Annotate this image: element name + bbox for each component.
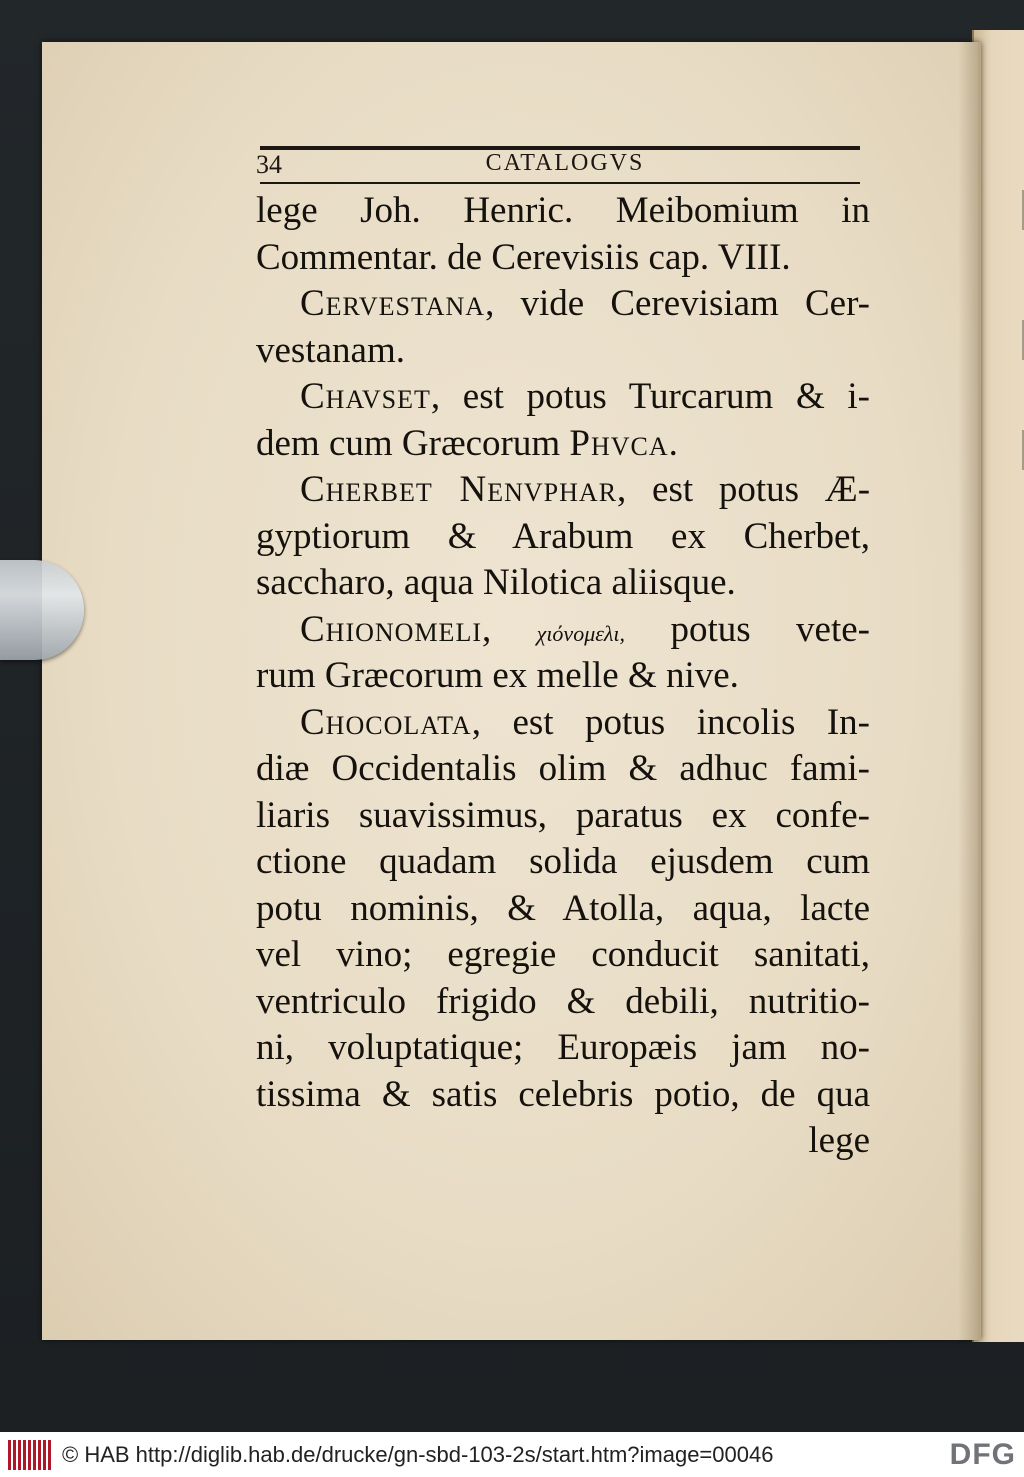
running-head: CATALOGVS: [485, 150, 645, 176]
text-line: [256, 979, 870, 1026]
text-line: [256, 467, 870, 514]
text-line: [256, 886, 870, 933]
text-segment: ventriculo frigido & debili, nutritio-: [256, 980, 870, 1022]
entry-headword: Chocolata: [300, 701, 472, 743]
text-segment: tissima & satis celebris potio, de qua: [256, 1073, 870, 1115]
text-segment: saccharo, aqua Nilotica aliisque.: [256, 562, 736, 603]
text-line: [256, 1025, 870, 1072]
text-segment: , est potus incolis In-: [471, 701, 870, 743]
text-segment: diæ Occidentalis olim & adhuc fami-: [256, 748, 870, 789]
text-segment: χιόνομελι,: [536, 620, 626, 646]
text-line: [256, 514, 870, 561]
text-line: [256, 374, 870, 421]
text-line: [256, 607, 870, 654]
text-line: [256, 700, 870, 747]
entry-headword: Cherbet Nenvphar: [300, 469, 618, 510]
text-segment: Commentar. de Cerevisiis cap. VIII.: [256, 236, 791, 278]
text-line: [256, 281, 870, 328]
text-segment: vestanam.: [256, 329, 405, 371]
entry-headword: Phvca: [569, 422, 669, 464]
text-line: [256, 932, 870, 979]
entry-headword: Chavset: [300, 376, 431, 417]
text-line: [256, 235, 870, 282]
text-line: [256, 839, 870, 886]
header-rule-bottom: [260, 182, 860, 184]
text-line: [256, 653, 870, 700]
dfg-logo[interactable]: DFG: [949, 1438, 1016, 1471]
text-segment: , est potus Turcarum & i-: [430, 376, 870, 417]
text-line: [256, 793, 870, 840]
text-segment: rum Græcorum ex melle & nive.: [256, 655, 739, 696]
text-line: [256, 421, 870, 468]
text-segment: vel vino; egregie conducit sanitati,: [256, 934, 870, 975]
text-line: [256, 746, 870, 793]
entry-headword: Cervestana: [300, 283, 486, 324]
footer-bar: [0, 1432, 1024, 1477]
text-line: [256, 328, 870, 375]
text-segment: , est potus Æ-: [617, 469, 871, 510]
page-number: 34: [256, 150, 282, 179]
entry-headword: Chionomeli: [300, 608, 482, 650]
text-segment: liaris suavissimus, paratus ex confe-: [256, 794, 870, 836]
text-segment: lege: [808, 1120, 870, 1161]
text-segment: ,: [481, 608, 537, 650]
source-credit-link[interactable]: © HAB http://diglib.hab.de/drucke/gn-sbd-103-2s/start.htm?image=00046: [62, 1441, 774, 1467]
text-segment: ctione quadam solida ejusdem cum: [256, 841, 870, 882]
text-line: [256, 1072, 870, 1119]
body-text: [256, 188, 870, 1165]
text-segment: potu nominis, & Atolla, aqua, lacte: [256, 887, 870, 929]
text-line: [256, 188, 870, 235]
text-segment: ni, voluptatique; Europæis jam no-: [256, 1027, 870, 1068]
hab-logo-icon[interactable]: [8, 1440, 52, 1470]
text-segment: , vide Cerevisiam Cer-: [485, 283, 870, 324]
text-line: [256, 1118, 870, 1165]
text-segment: dem cum Græcorum: [256, 422, 570, 464]
text-segment: potus vete-: [625, 608, 870, 650]
text-segment: gyptiorum & Arabum ex Cherbet,: [256, 515, 870, 557]
text-line: [256, 560, 870, 607]
gutter-shadow: [958, 42, 978, 1340]
text-segment: .: [668, 422, 678, 464]
text-segment: lege Joh. Henric. Meibomium in: [256, 190, 870, 231]
